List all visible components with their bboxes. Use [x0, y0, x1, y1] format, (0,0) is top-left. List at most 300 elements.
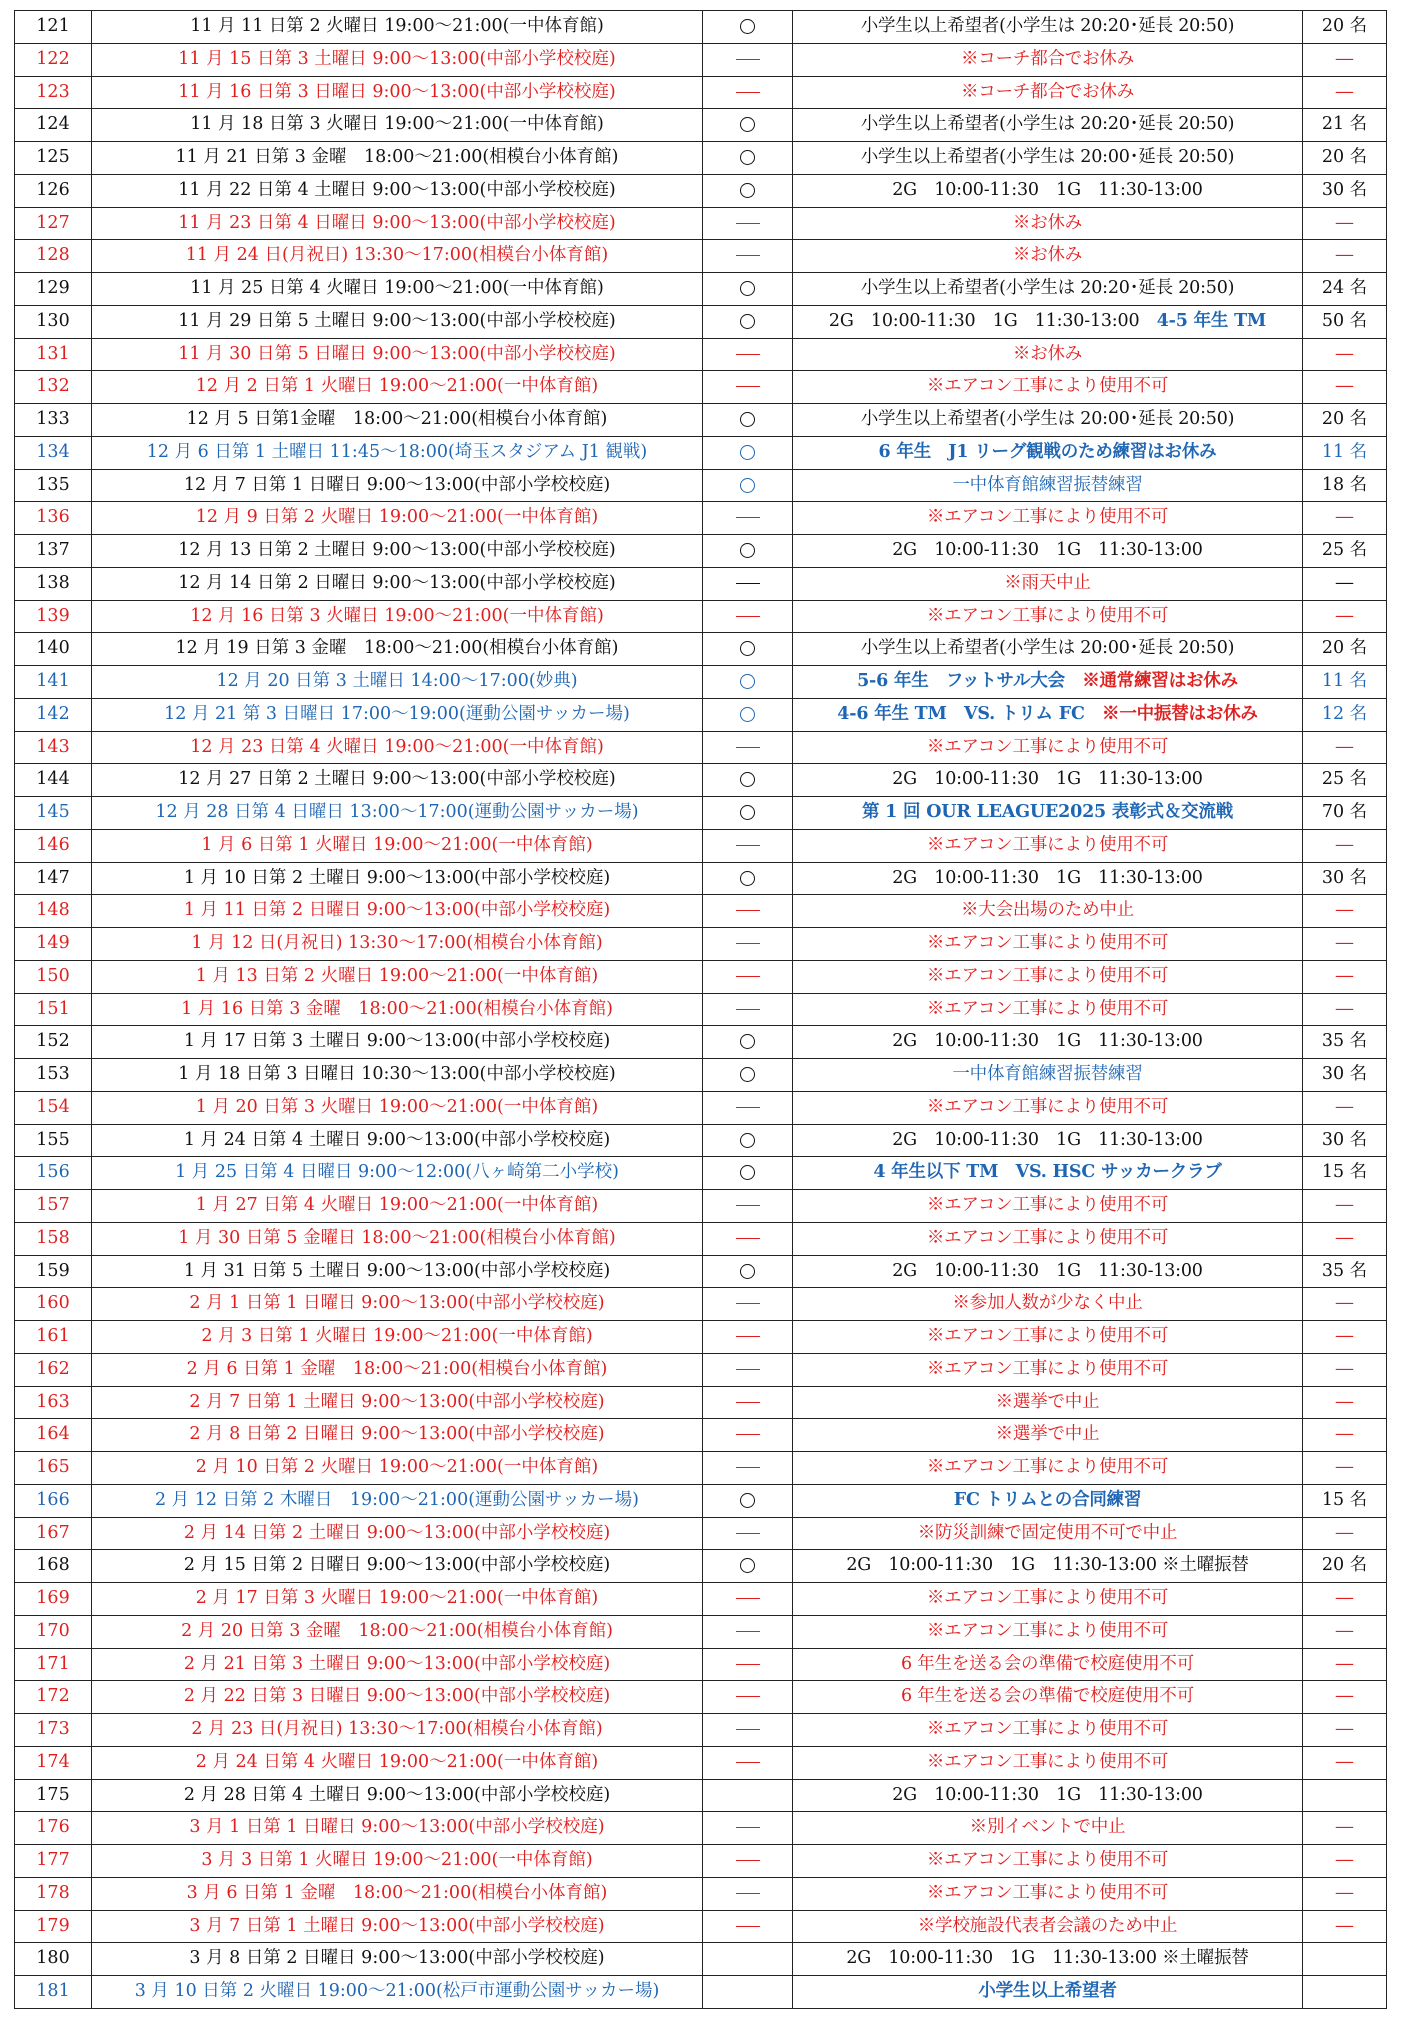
note-extra-text: ※一中振替はお休み: [1102, 703, 1258, 724]
table-row: [15, 1681, 1387, 1714]
status-cell: [703, 1976, 793, 2009]
dash-icon: [736, 1533, 760, 1534]
note-text: ※選挙で中止: [995, 1424, 1100, 1445]
dash-icon: [736, 386, 760, 387]
schedule-date: 12 月 19 日第 3 金曜 18:00～21:00(相模台小体育館): [92, 633, 703, 666]
note-extra-text: 4-5 年生 TM: [1156, 310, 1267, 331]
schedule-note: [793, 404, 1303, 437]
participant-count: ―: [1303, 207, 1387, 240]
schedule-note: [793, 1648, 1303, 1681]
schedule-date: 11 月 30 日第 5 日曜日 9:00～13:00(中部小学校校庭): [92, 338, 703, 371]
schedule-date: 11 月 18 日第 3 火曜日 19:00～21:00(一中体育館): [92, 109, 703, 142]
row-number: 124: [15, 109, 92, 142]
status-cell: [703, 404, 793, 437]
note-text: 2G 10:00-11:30 1G 11:30-13:00 ※土曜振替: [846, 1948, 1249, 1969]
status-cell: [703, 1484, 793, 1517]
participant-count: [1303, 1976, 1387, 2009]
status-cell: [703, 535, 793, 568]
status-cell: [703, 1222, 793, 1255]
participant-count: 20 名: [1303, 11, 1387, 44]
table-row: [15, 1157, 1387, 1190]
schedule-date: 1 月 18 日第 3 日曜日 10:30～13:00(中部小学校校庭): [92, 1059, 703, 1092]
participant-count: 25 名: [1303, 764, 1387, 797]
note-text: ※学校施設代表者会議のため中止: [917, 1915, 1178, 1936]
participant-count: 20 名: [1303, 404, 1387, 437]
table-row: [15, 993, 1387, 1026]
note-text: 5-6 年生 フットサル大会: [857, 671, 1065, 692]
participant-count: ―: [1303, 1615, 1387, 1648]
table-row: [15, 1583, 1387, 1616]
schedule-date: 3 月 10 日第 2 火曜日 19:00～21:00(松戸市運動公園サッカー場): [92, 1976, 703, 2009]
note-text: ※エアコン工事により使用不可: [926, 1588, 1169, 1609]
schedule-note: [793, 666, 1303, 699]
schedule-date: 1 月 6 日第 1 火曜日 19:00～21:00(一中体育館): [92, 829, 703, 862]
participant-count: ―: [1303, 338, 1387, 371]
status-cell: [703, 1877, 793, 1910]
schedule-note: [793, 469, 1303, 502]
row-number: 168: [15, 1550, 92, 1583]
table-row: [15, 371, 1387, 404]
note-text: ※エアコン工事により使用不可: [926, 376, 1169, 397]
dash-icon: [736, 910, 760, 911]
schedule-date: 3 月 1 日第 1 日曜日 9:00～13:00(中部小学校校庭): [92, 1812, 703, 1845]
dash-icon: [736, 1598, 760, 1599]
row-number: 133: [15, 404, 92, 437]
schedule-date: 11 月 25 日第 4 火曜日 19:00～21:00(一中体育館): [92, 273, 703, 306]
schedule-date: 12 月 16 日第 3 火曜日 19:00～21:00(一中体育館): [92, 600, 703, 633]
schedule-date: 2 月 14 日第 2 土曜日 9:00～13:00(中部小学校校庭): [92, 1517, 703, 1550]
dash-icon: [736, 92, 760, 93]
status-cell: [703, 600, 793, 633]
table-row: [15, 633, 1387, 666]
status-cell: [703, 1353, 793, 1386]
row-number: 164: [15, 1419, 92, 1452]
schedule-note: [793, 829, 1303, 862]
dash-icon: [736, 1238, 760, 1239]
note-text: ※エアコン工事により使用不可: [926, 1326, 1169, 1347]
schedule-note: [793, 43, 1303, 76]
dash-icon: [736, 1827, 760, 1828]
row-number: 181: [15, 1976, 92, 2009]
note-text: 小学生以上希望者(小学生は 20:20･延長 20:50): [860, 16, 1235, 37]
participant-count: ―: [1303, 1091, 1387, 1124]
schedule-note: [793, 207, 1303, 240]
row-number: 152: [15, 1026, 92, 1059]
schedule-date: 2 月 6 日第 1 金曜 18:00～21:00(相模台小体育館): [92, 1353, 703, 1386]
table-row: [15, 240, 1387, 273]
table-row: [15, 142, 1387, 175]
dash-icon: [736, 1336, 760, 1337]
participant-count: ―: [1303, 1288, 1387, 1321]
status-cell: [703, 1550, 793, 1583]
participant-count: 20 名: [1303, 142, 1387, 175]
row-number: 167: [15, 1517, 92, 1550]
circle-icon: [740, 772, 755, 787]
circle-icon: [740, 1133, 755, 1148]
row-number: 154: [15, 1091, 92, 1124]
dash-icon: [736, 616, 760, 617]
row-number: 175: [15, 1779, 92, 1812]
row-number: 141: [15, 666, 92, 699]
schedule-note: [793, 1976, 1303, 2009]
schedule-note: [793, 1812, 1303, 1845]
dash-icon: [736, 1926, 760, 1927]
schedule-note: [793, 1877, 1303, 1910]
schedule-note: [793, 1550, 1303, 1583]
participant-count: ―: [1303, 928, 1387, 961]
dash-icon: [736, 255, 760, 256]
note-text: ※エアコン工事により使用不可: [926, 1457, 1169, 1478]
table-row: [15, 895, 1387, 928]
row-number: 169: [15, 1583, 92, 1616]
note-text: 小学生以上希望者(小学生は 20:20･延長 20:50): [860, 114, 1235, 135]
participant-count: ―: [1303, 1222, 1387, 1255]
status-cell: [703, 829, 793, 862]
table-row: [15, 600, 1387, 633]
schedule-body: [15, 11, 1387, 2009]
status-cell: [703, 1779, 793, 1812]
status-cell: [703, 174, 793, 207]
dash-icon: [736, 354, 760, 355]
table-row: [15, 436, 1387, 469]
row-number: 162: [15, 1353, 92, 1386]
circle-icon: [740, 707, 755, 722]
participant-count: ―: [1303, 567, 1387, 600]
schedule-note: [793, 600, 1303, 633]
participant-count: 35 名: [1303, 1026, 1387, 1059]
table-row: [15, 1222, 1387, 1255]
status-cell: [703, 1386, 793, 1419]
row-number: 145: [15, 797, 92, 830]
participant-count: ―: [1303, 43, 1387, 76]
schedule-note: [793, 1943, 1303, 1976]
schedule-note: [793, 1059, 1303, 1092]
note-text: ※コーチ都合でお休み: [961, 48, 1134, 69]
schedule-date: 1 月 20 日第 3 火曜日 19:00～21:00(一中体育館): [92, 1091, 703, 1124]
participant-count: ―: [1303, 1321, 1387, 1354]
table-row: [15, 1976, 1387, 2009]
note-text: 一中体育館練習振替練習: [952, 1064, 1143, 1085]
schedule-note: [793, 731, 1303, 764]
note-text: ※雨天中止: [1004, 572, 1091, 593]
table-row: [15, 1353, 1387, 1386]
participant-count: ―: [1303, 1386, 1387, 1419]
table-row: [15, 207, 1387, 240]
schedule-date: 1 月 27 日第 4 火曜日 19:00～21:00(一中体育館): [92, 1190, 703, 1223]
circle-icon: [740, 117, 755, 132]
schedule-note: [793, 1779, 1303, 1812]
schedule-note: [793, 1714, 1303, 1747]
note-text: ※エアコン工事により使用不可: [926, 1719, 1169, 1740]
participant-count: ―: [1303, 1648, 1387, 1681]
schedule-date: 2 月 3 日第 1 火曜日 19:00～21:00(一中体育館): [92, 1321, 703, 1354]
note-text: ※エアコン工事により使用不可: [926, 1096, 1169, 1117]
participant-count: ―: [1303, 600, 1387, 633]
table-row: [15, 109, 1387, 142]
table-row: [15, 1255, 1387, 1288]
note-text: 小学生以上希望者: [978, 1981, 1117, 2002]
note-text: 2G 10:00-11:30 1G 11:30-13:00: [828, 310, 1140, 331]
row-number: 142: [15, 698, 92, 731]
schedule-note: [793, 895, 1303, 928]
schedule-note: [793, 436, 1303, 469]
dash-icon: [736, 59, 760, 60]
schedule-date: 1 月 12 日(月祝日) 13:30～17:00(相模台小体育館): [92, 928, 703, 961]
note-text: ※大会出場のため中止: [961, 900, 1134, 921]
table-row: [15, 404, 1387, 437]
row-number: 121: [15, 11, 92, 44]
note-text: 2G 10:00-11:30 1G 11:30-13:00: [892, 1031, 1203, 1052]
dash-icon: [736, 1860, 760, 1861]
dash-icon: [736, 1107, 760, 1108]
table-row: [15, 1190, 1387, 1223]
note-text: 6 年生を送る会の準備で校庭使用不可: [900, 1686, 1195, 1707]
status-cell: [703, 338, 793, 371]
status-cell: [703, 1157, 793, 1190]
participant-count: ―: [1303, 731, 1387, 764]
schedule-note: [793, 1222, 1303, 1255]
schedule-date: 1 月 10 日第 2 土曜日 9:00～13:00(中部小学校校庭): [92, 862, 703, 895]
schedule-note: [793, 1615, 1303, 1648]
table-row: [15, 928, 1387, 961]
row-number: 171: [15, 1648, 92, 1681]
schedule-note: [793, 305, 1303, 338]
row-number: 163: [15, 1386, 92, 1419]
schedule-date: 11 月 23 日第 4 日曜日 9:00～13:00(中部小学校校庭): [92, 207, 703, 240]
schedule-date: 12 月 27 日第 2 土曜日 9:00～13:00(中部小学校校庭): [92, 764, 703, 797]
dash-icon: [736, 1402, 760, 1403]
status-cell: [703, 109, 793, 142]
table-row: [15, 76, 1387, 109]
status-cell: [703, 1452, 793, 1485]
participant-count: [1303, 1943, 1387, 1976]
row-number: 139: [15, 600, 92, 633]
schedule-note: [793, 11, 1303, 44]
status-cell: [703, 1910, 793, 1943]
note-text: 2G 10:00-11:30 1G 11:30-13:00: [892, 540, 1203, 561]
status-cell: [703, 240, 793, 273]
table-row: [15, 502, 1387, 535]
note-text: ※お休み: [1012, 245, 1083, 266]
row-number: 140: [15, 633, 92, 666]
schedule-note: [793, 567, 1303, 600]
schedule-date: 11 月 22 日第 4 土曜日 9:00～13:00(中部小学校校庭): [92, 174, 703, 207]
row-number: 178: [15, 1877, 92, 1910]
schedule-note: [793, 1353, 1303, 1386]
status-cell: [703, 1681, 793, 1714]
table-row: [15, 1091, 1387, 1124]
circle-icon: [740, 445, 755, 460]
schedule-note: [793, 109, 1303, 142]
schedule-note: [793, 993, 1303, 1026]
schedule-note: [793, 633, 1303, 666]
note-text: ※エアコン工事により使用不可: [926, 736, 1169, 757]
dash-icon: [736, 976, 760, 977]
participant-count: ―: [1303, 1681, 1387, 1714]
note-text: 2G 10:00-11:30 1G 11:30-13:00: [892, 1784, 1203, 1805]
schedule-note: [793, 1321, 1303, 1354]
schedule-date: 11 月 16 日第 3 日曜日 9:00～13:00(中部小学校校庭): [92, 76, 703, 109]
participant-count: ―: [1303, 895, 1387, 928]
table-row: [15, 1615, 1387, 1648]
status-cell: [703, 1615, 793, 1648]
participant-count: ―: [1303, 1517, 1387, 1550]
schedule-date: 3 月 3 日第 1 火曜日 19:00～21:00(一中体育館): [92, 1845, 703, 1878]
schedule-note: [793, 1255, 1303, 1288]
note-text: 2G 10:00-11:30 1G 11:30-13:00 ※土曜振替: [846, 1555, 1249, 1576]
dash-icon: [736, 1205, 760, 1206]
schedule-note: [793, 174, 1303, 207]
note-text: 小学生以上希望者(小学生は 20:00･延長 20:50): [860, 409, 1235, 430]
note-text: ※エアコン工事により使用不可: [926, 1227, 1169, 1248]
status-cell: [703, 502, 793, 535]
circle-icon: [740, 412, 755, 427]
schedule-note: [793, 1484, 1303, 1517]
schedule-note: [793, 928, 1303, 961]
status-cell: [703, 1583, 793, 1616]
row-number: 137: [15, 535, 92, 568]
row-number: 130: [15, 305, 92, 338]
schedule-note: [793, 1026, 1303, 1059]
note-text: ※選挙で中止: [995, 1391, 1100, 1412]
dash-icon: [736, 1893, 760, 1894]
note-text: 2G 10:00-11:30 1G 11:30-13:00: [892, 1260, 1203, 1281]
table-row: [15, 1288, 1387, 1321]
schedule-note: [793, 1190, 1303, 1223]
schedule-date: 12 月 14 日第 2 日曜日 9:00～13:00(中部小学校校庭): [92, 567, 703, 600]
row-number: 131: [15, 338, 92, 371]
row-number: 138: [15, 567, 92, 600]
table-row: [15, 11, 1387, 44]
table-row: [15, 797, 1387, 830]
circle-icon: [740, 281, 755, 296]
participant-count: ―: [1303, 829, 1387, 862]
row-number: 157: [15, 1190, 92, 1223]
row-number: 170: [15, 1615, 92, 1648]
schedule-date: 1 月 17 日第 3 土曜日 9:00～13:00(中部小学校校庭): [92, 1026, 703, 1059]
table-row: [15, 1910, 1387, 1943]
status-cell: [703, 731, 793, 764]
table-row: [15, 960, 1387, 993]
note-text: 4-6 年生 TM VS. トリム FC: [837, 703, 1085, 724]
circle-icon: [740, 150, 755, 165]
schedule-date: 12 月 9 日第 2 火曜日 19:00～21:00(一中体育館): [92, 502, 703, 535]
status-cell: [703, 895, 793, 928]
note-text: ※参加人数が少なく中止: [952, 1293, 1143, 1314]
schedule-date: 1 月 25 日第 4 日曜日 9:00～12:00(八ヶ崎第二小学校): [92, 1157, 703, 1190]
dash-icon: [736, 845, 760, 846]
status-cell: [703, 469, 793, 502]
note-text: 2G 10:00-11:30 1G 11:30-13:00: [892, 769, 1203, 790]
note-text: ※エアコン工事により使用不可: [926, 1620, 1169, 1641]
schedule-date: 2 月 1 日第 1 日曜日 9:00～13:00(中部小学校校庭): [92, 1288, 703, 1321]
table-row: [15, 567, 1387, 600]
status-cell: [703, 1845, 793, 1878]
status-cell: [703, 11, 793, 44]
table-row: [15, 862, 1387, 895]
dash-icon: [736, 1467, 760, 1468]
note-text: ※防災訓練で固定使用不可で中止: [917, 1522, 1178, 1543]
note-text: ※エアコン工事により使用不可: [926, 998, 1169, 1019]
table-row: [15, 666, 1387, 699]
dash-icon: [736, 1696, 760, 1697]
status-cell: [703, 862, 793, 895]
participant-count: ―: [1303, 371, 1387, 404]
schedule-note: [793, 862, 1303, 895]
participant-count: 15 名: [1303, 1484, 1387, 1517]
participant-count: 15 名: [1303, 1157, 1387, 1190]
note-text: ※コーチ都合でお休み: [961, 81, 1134, 102]
circle-icon: [740, 674, 755, 689]
table-row: [15, 829, 1387, 862]
schedule-note: [793, 273, 1303, 306]
row-number: 151: [15, 993, 92, 1026]
participant-count: ―: [1303, 1190, 1387, 1223]
circle-icon: [740, 1067, 755, 1082]
schedule-date: 12 月 21 第 3 日曜日 17:00～19:00(運動公園サッカー場): [92, 698, 703, 731]
schedule-date: 12 月 13 日第 2 土曜日 9:00～13:00(中部小学校校庭): [92, 535, 703, 568]
note-text: 2G 10:00-11:30 1G 11:30-13:00: [892, 1129, 1203, 1150]
row-number: 172: [15, 1681, 92, 1714]
schedule-date: 11 月 29 日第 5 土曜日 9:00～13:00(中部小学校校庭): [92, 305, 703, 338]
row-number: 122: [15, 43, 92, 76]
row-number: 174: [15, 1746, 92, 1779]
row-number: 150: [15, 960, 92, 993]
participant-count: 30 名: [1303, 174, 1387, 207]
row-number: 179: [15, 1910, 92, 1943]
participant-count: ―: [1303, 960, 1387, 993]
circle-icon: [740, 543, 755, 558]
schedule-note: [793, 1288, 1303, 1321]
table-row: [15, 1714, 1387, 1747]
schedule-date: 3 月 8 日第 2 日曜日 9:00～13:00(中部小学校校庭): [92, 1943, 703, 1976]
row-number: 148: [15, 895, 92, 928]
status-cell: [703, 928, 793, 961]
note-text: 小学生以上希望者(小学生は 20:00･延長 20:50): [860, 638, 1235, 659]
table-row: [15, 1452, 1387, 1485]
status-cell: [703, 273, 793, 306]
status-cell: [703, 1419, 793, 1452]
row-number: 165: [15, 1452, 92, 1485]
table-row: [15, 338, 1387, 371]
note-text: ※エアコン工事により使用不可: [926, 1358, 1169, 1379]
table-row: [15, 1943, 1387, 1976]
table-row: [15, 1845, 1387, 1878]
status-cell: [703, 1517, 793, 1550]
circle-icon: [740, 1034, 755, 1049]
participant-count: ―: [1303, 1714, 1387, 1747]
participant-count: 21 名: [1303, 109, 1387, 142]
status-cell: [703, 371, 793, 404]
schedule-date: 2 月 23 日(月祝日) 13:30～17:00(相模台小体育館): [92, 1714, 703, 1747]
circle-icon: [740, 1558, 755, 1573]
schedule-note: [793, 371, 1303, 404]
row-number: 134: [15, 436, 92, 469]
schedule-date: 12 月 20 日第 3 土曜日 14:00～17:00(妙典): [92, 666, 703, 699]
schedule-date: 11 月 21 日第 3 金曜 18:00～21:00(相模台小体育館): [92, 142, 703, 175]
schedule-note: [793, 1452, 1303, 1485]
schedule-note: [793, 1746, 1303, 1779]
participant-count: ―: [1303, 76, 1387, 109]
participant-count: ―: [1303, 1353, 1387, 1386]
status-cell: [703, 797, 793, 830]
status-cell: [703, 666, 793, 699]
row-number: 153: [15, 1059, 92, 1092]
circle-icon: [740, 805, 755, 820]
note-extra-text: ※通常練習はお休み: [1082, 671, 1238, 692]
participant-count: ―: [1303, 1452, 1387, 1485]
note-text: 4 年生以下 TM VS. HSC サッカークラブ: [873, 1162, 1222, 1183]
